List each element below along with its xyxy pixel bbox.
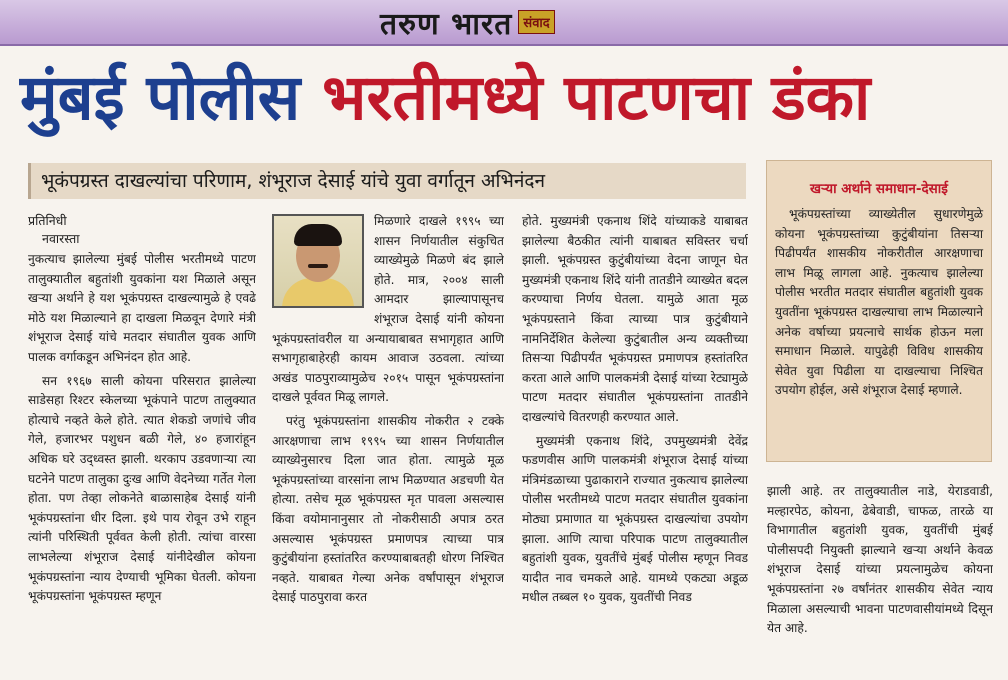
paragraph: परंतु भूकंपग्रस्तांना शासकीय नोकरीत २ टक्के आरक्षणाचा लाभ १९९५ च्या शासन निर्णयातील व्याख्येनुसारच दिला जात होता. त्यामुळे मूळ भूकंपग्रस्तांच्या वारसांना लाभ मिळण्यात अडचणी येत होत्या. तसेच मूळ भूकंपग्रस्त मृत पावला असल्यास किंवा वयोमानानुसार तो नोकरीसाठी अपात्र ठरत असल्यास भूकंपग्रस्त प्रमाणपत्र त्याच्या पात्र कुटुंबीयांना हस्तांतरित करण्याबाबतही धोरण निश्चित नव्हते. याबाबत गेल्या अनेक वर्षांपासून शंभूराज देसाई पाठपुरावा करत bbox=[272, 413, 504, 605]
headline bbox=[20, 50, 990, 145]
portrait-image bbox=[272, 214, 364, 308]
edition-badge: संवाद bbox=[518, 10, 554, 34]
headline-part-2: भरतीमध्ये पाटणचा डंका bbox=[322, 61, 871, 134]
article-column-4 bbox=[767, 482, 993, 672]
paragraph: सन १९६७ साली कोयना परिसरात झालेल्या साडेसहा रिश्टर स्केलच्या भूकंपाने पाटण तालुक्यात होत्याचे नव्हते केले होते. त्यात शेकडो जणांचे जीव गेले, हजारभर पशुधन बळी गेले, ४० हजारांहून अधिक घरे उद्ध्वस्त झाली. थरकाप उडवणाऱ्या त्या घटनेने पाटण तालुका दुःख आणि वेदनेच्या गर्तेत गेला होता. पण तेव्हा लोकनेते बाळासाहेब देसाई यांनी भूकंपग्रस्तांना धीर दिला. इथे पाय रोवून उभे राहून त्यांनी परिस्थिती पूर्ववत केली होती. त्यांचा वारसा लाभलेल्या शंभूराज देसाई यांनीदेखील कोयना भूकंपग्रस्तांना न्याय देण्याची भूमिका घेतली. कोयना भूकंपग्रस्तांना भूकंपग्रस्त म्हणून bbox=[28, 373, 256, 604]
paragraph: मिळणारे दाखले १९९५ च्या शासन निर्णयातील संकुचित व्याख्येमुळे मिळणे बंद झाले होते. मात्र, २००४ साली आमदार झाल्यापासूनच शंभूराज देसाई यांनी कोयना भूकंपग्रस्तांवरील या अन्यायाबाबत सभागृहात आणि सभागृहाबाहेरही कायम आवाज उठवला. त्यांच्या अखंड पाठपुराव्यामुळेच २०१५ पासून भूकंपग्रस्तांना दाखले पूर्ववत मिळू लागले. bbox=[272, 214, 504, 405]
byline-reporter: प्रतिनिधी bbox=[28, 213, 67, 228]
subheadline: भूकंपग्रस्त दाखल्यांचा परिणाम, शंभूराज देसाई यांचे युवा वर्गातून अभिनंदन bbox=[28, 163, 746, 199]
paragraph: नुकत्याच झालेल्या मुंबई पोलीस भरतीमध्ये पाटण तालुक्यातील बहुतांशी युवकांना यश मिळाले असून खऱ्या अर्थाने हे यश भूकंपग्रस्त दाखल्यामुळे हे एवढे मोठे यश मिळाल्याने हा दाखला मिळवून देणारे मंत्री शंभूराज देसाई यांचे मतदार संघातील युवक आणि पालक वर्गाकडून अभिनंदन होत आहे. bbox=[28, 252, 256, 364]
portrait-photo bbox=[272, 214, 366, 310]
portrait-hair bbox=[294, 224, 342, 246]
article-column-3 bbox=[522, 212, 748, 672]
masthead bbox=[380, 2, 555, 42]
paragraph: झाली आहे. तर तालुक्यातील नाडे, येराडवाडी, मल्हारपेठ, कोयना, ढेबेवाडी, चाफळ, तारळे या विभागातील बहुतांशी युवक, युवतींची मुंबई पोलीसपदी नियुक्ती झाल्याने खऱ्या अर्थाने केवळ शंभूराज देसाई यांच्या प्रयत्नामुळेच कोयना भूकंपग्रस्तांना २७ वर्षांनंतर शासकीय सेवेत न्याय मिळाला असल्याची भावना पाटणवासीयांमध्ये दिसून येत आहे. bbox=[767, 484, 993, 636]
headline-part-1: मुंबई पोलीस bbox=[20, 61, 301, 134]
article-column-1 bbox=[28, 212, 256, 672]
byline bbox=[28, 212, 256, 248]
paragraph: होते. मुख्यमंत्री एकनाथ शिंदे यांच्याकडे याबाबत झालेल्या बैठकीत त्यांनी याबाबत सविस्तर चर्चा झाली. भूकंपग्रस्त कुटुंबीयांच्या वेदना जाणून घेत मुख्यमंत्री एकनाथ शिंदे यांनी तातडीने व्याख्येत बदल करण्याचा निर्णय घेतला. यामुळे आता मूळ भूकंपग्रस्ताने किंवा त्याच्या पात्र कुटुंबीयाने नामनिर्देशित केलेल्या कुटुंबातील अन्य व्यक्तीच्या तिसऱ्या पिढीपर्यंत भूकंपग्रस्त प्रमाणपत्र हस्तांतरित करता आले आणि पालकमंत्री देसाई यांच्या रेट्यामुळे पाटण मतदार संघातील भूकंपग्रस्तांना तातडीने दाखल्यांचे वितरणही करण्यात आले. bbox=[522, 214, 748, 424]
portrait-moustache bbox=[308, 264, 328, 268]
newspaper-name: तरुण भारत bbox=[380, 6, 513, 42]
article-column-2 bbox=[272, 212, 504, 672]
portrait-shoulders bbox=[282, 278, 354, 308]
sidebar-text: भूकंपग्रस्तांच्या व्याख्येतील सुधारणेमुळे कोयना भूकंपग्रस्तांच्या कुटुंबीयांना तिसऱ्या पिढीपर्यंत शासकीय नोकरीतील आरक्षणाचा लाभ मिळू लागला आहे. नुकत्याच झालेल्या पोलीस भरतीत मतदार संघातील बहुतांशी युवक युवतींना भूकंपग्रस्त दाखल्याचा लाभ मिळाल्याने अनेक वर्षाच्या प्रयत्नाचे सार्थक होऊन मला समाधान मिळाले. यापुढेही विविध शासकीय सेवेत युवा पिढीला या दाखल्याचा निश्चित उपयोग होईल, असे शंभूराज देसाई म्हणाले. bbox=[775, 207, 983, 398]
sidebar-title: खऱ्या अर्थाने समाधान-देसाई bbox=[810, 181, 948, 197]
byline-place: नवारस्ता bbox=[42, 231, 80, 246]
paragraph: मुख्यमंत्री एकनाथ शिंदे, उपमुख्यमंत्री देवेंद्र फडणवीस आणि पालकमंत्री शंभूराज देसाई यांच्या मंत्रिमंडळाच्या पुढाकाराने राज्यात नुकत्याच झालेल्या पोलीस भरतीमध्ये पाटण मतदार संघातील युवकांना मोठ्या प्रमाणात या भूकंपग्रस्त दाखल्यांचा उपयोग झाला. आणि त्याचा परिपाक पाटण तालुक्यातील बहुतांशी युवक, युवतींचे मुंबई पोलीस म्हणून निवड यादीत नाव चमकले आहे. यामध्ये एकट्या अडूळ मधील तब्बल १० युवक, युवतींची निवड bbox=[522, 433, 748, 605]
sidebar-box bbox=[766, 160, 992, 462]
